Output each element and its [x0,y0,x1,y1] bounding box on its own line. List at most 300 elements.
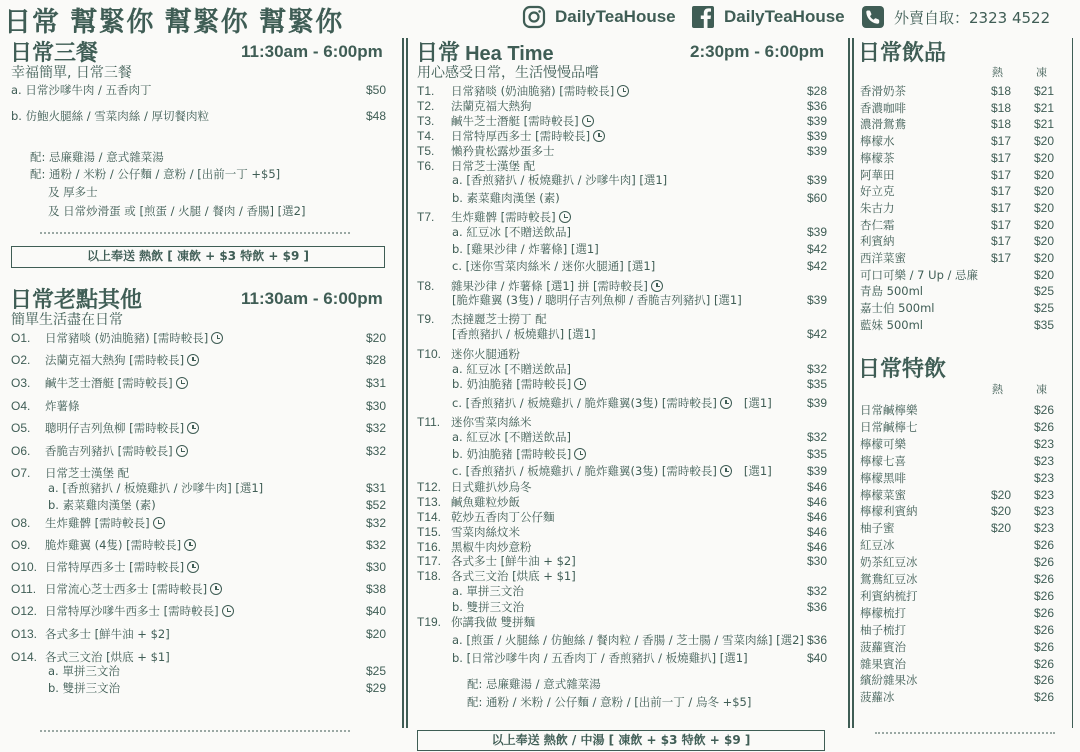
item-code: O3. [11,376,31,390]
item-price: $30 [806,554,827,568]
drink-cold-price: $23 [1034,521,1055,536]
facebook-link[interactable] [690,4,845,30]
item-code: T3. [417,114,435,128]
instagram-handle: DailyTeaHouse [555,7,676,26]
menu-item [452,650,748,666]
drink-cold-price: $20 [1034,200,1055,215]
item-price: $36 [806,633,827,647]
menu-item [417,113,594,129]
drink-name: 檸檬黑啡 [860,470,906,485]
clock-icon [153,517,165,529]
item-price: $42 [806,242,827,256]
menu-item [452,258,655,274]
column-divider [848,38,850,728]
drink-name: 檸檬可樂 [860,436,906,451]
hea-drink-box: 以上奉送 熱飲 / 中湯 [ 凍飲 + $3 特飲 + $9 ] [417,730,825,751]
item-code: T5. [417,144,435,158]
item-price: $30 [365,560,386,574]
item-price: $35 [806,447,827,461]
item-price: $40 [365,604,386,618]
drink-cold-price: $26 [1034,656,1055,671]
item-label: a. [香煎豬扒 / 板燒雞扒 / 沙嗲牛肉] [選1] [452,173,668,187]
drink-hot-price: $18 [991,100,1012,115]
menu-item [452,463,772,479]
drink-name: 菠蘿賓治 [860,639,906,654]
item-code: O10. [11,560,38,574]
menu-item [48,497,156,513]
meal-price-a: $50 [365,83,386,97]
item-label: c. [香煎豬扒 / 板燒雞扒 / 脆炸雞翼(3隻) [需時較長] [452,464,717,478]
drink-cold-price: $20 [1034,167,1055,182]
item-code: T2. [417,99,435,113]
item-label: a. 單拼三文治 [48,664,120,678]
item-code: O6. [11,444,31,458]
menu-item [452,292,742,308]
drink-name: 西洋菜蜜 [860,251,906,265]
item-label: a. [香煎豬扒 / 板燒雞扒 / 沙嗲牛肉] [選1] [48,481,264,495]
item-code: O14. [11,650,38,664]
meal-item-b: b. 仿鮑火腿絲 / 雪菜肉絲 / 厚切餐肉粒 [11,109,209,123]
item-label: 各式多士 [鮮牛油 + $2] [451,554,576,568]
item-price: $20 [365,331,386,345]
item-code: T19. [417,615,442,629]
item-price: $32 [806,362,827,376]
phone-info [860,4,1050,30]
item-label: 黑椒牛肉炒意粉 [451,540,532,554]
column-divider [406,38,408,728]
drink-cold-price: $20 [1034,134,1055,149]
item-code: O8. [11,516,31,530]
drink-name: 日常鹹檸七 [860,419,918,434]
drink-cold-price: $35 [1034,317,1055,332]
drink-cold-price: $23 [1034,436,1055,451]
item-label: 日常特厚西多士 [需時較長] [451,129,591,143]
clock-icon [184,539,196,551]
item-label: a. 單拼三文治 [452,584,524,598]
item-code: O5. [11,421,31,435]
item-code: O9. [11,538,31,552]
menu-item [417,346,520,362]
item-price: $39 [806,464,827,478]
menu-item [417,614,535,630]
dotted-divider [40,730,350,732]
drinks-hot-header: 熱 [992,66,1003,79]
clock-icon [651,280,663,292]
dotted-divider [40,232,350,234]
item-price: $32 [365,538,386,552]
item-price: $39 [806,129,827,143]
phone-text: 外賣自取：2323 4522 [894,8,1051,27]
menu-item [452,172,667,188]
item-label: a. 紅豆冰 [不贈送飲品] [452,225,571,239]
item-code: O13. [11,627,38,641]
item-price: $42 [806,327,827,341]
menu-item [417,98,532,114]
item-label: 日常特厚西多士 [需時較長] [45,560,185,574]
item-label: 乾炒五香肉丁公仔麵 [451,510,555,524]
specials-title: 日常特飲 [858,357,947,382]
item-choice-note: [選1] [743,396,772,410]
menu-item [48,480,263,496]
drink-name: 檸檬利賓納 [860,504,918,519]
item-code: T16. [417,540,442,554]
item-label: 杰撻麗芝士撈丁 配 [451,312,547,326]
menu-item [452,429,571,445]
drink-name: 檸檬水 [860,134,895,149]
menu-item [48,680,120,696]
item-code: O4. [11,399,31,413]
item-label: 日常流心芝士西多士 [需時較長] [45,582,208,596]
item-price: $32 [365,421,386,435]
item-label: 懶矜貴松露炒蛋多士 [451,144,555,158]
drink-hot-price: $20 [991,504,1012,519]
item-price: $46 [806,480,827,494]
item-code: T4. [417,129,435,143]
facebook-handle: DailyTeaHouse [724,7,845,26]
item-price: $60 [806,191,827,205]
drink-name: 濃滑鴛鴦 [860,117,906,132]
menu-item [417,143,555,159]
meals-drink-box: 以上奉送 熱飲 [ 凍飲 + $3 特飲 + $9 ] [11,246,385,268]
drink-hot-price: $17 [991,167,1012,182]
meal-item-a: a. 日常沙嗲牛肉 / 五香肉丁 [11,83,152,97]
item-code: O1. [11,331,31,345]
item-label: b. 雙拼三文治 [452,600,525,614]
item-price: $39 [806,114,827,128]
drink-name: 檸檬七喜 [860,453,906,468]
item-code: O7. [11,466,31,480]
drink-name: 杏仁霜 [860,217,895,232]
item-code: O2. [11,353,31,367]
item-label: b. 奶油脆豬 [需時較長] [452,447,572,461]
item-code: O11. [11,582,37,596]
drink-name: 香濃咖啡 [860,100,906,115]
menu-item [452,446,586,462]
item-label: b. [雞果沙律 / 炸薯條] [選1] [452,242,599,256]
drink-cold-price: $26 [1034,673,1055,688]
drink-cold-price: $20 [1034,150,1055,165]
drink-name: 好立克 [860,184,895,199]
drink-name: 檸檬茶 [860,150,895,165]
item-label: 日常豬啖 (奶油脆豬) [需時較長] [451,84,615,98]
drink-cold-price: $26 [1034,572,1055,586]
item-label: 生炸雞髀 [需時較長] [45,516,150,530]
item-label: 日常芝士漢堡 配 [45,466,130,480]
clock-icon [187,354,199,366]
drink-hot-price: $17 [991,200,1012,215]
item-label: 生炸雞髀 [需時較長] [451,210,556,224]
clock-icon [211,332,223,344]
drink-cold-price: $20 [1034,267,1055,282]
item-label: 聰明仔吉列魚柳 [需時較長] [45,421,185,435]
drink-cold-price: $26 [1034,622,1055,637]
item-price: $46 [806,495,827,509]
menu-item [417,479,532,495]
menu-item [417,311,547,327]
clock-icon [222,605,234,617]
clock-icon [176,377,188,389]
drink-name: 利賓納 [860,234,895,249]
item-label: 法蘭克福大熱狗 [451,99,532,113]
hea-time: 2:30pm - 6:00pm [690,42,825,61]
item-label: b. 素菜雞肉漢堡 (素) [48,498,156,512]
drink-cold-price: $25 [1034,284,1055,299]
item-price: $36 [806,99,827,113]
drink-name: 朱古力 [860,200,895,215]
item-price: $40 [806,651,827,665]
dotted-divider [875,732,1055,734]
item-label: 日常芝士漢堡 配 [451,159,536,173]
drink-cold-price: $26 [1034,403,1055,417]
drink-hot-price: $18 [991,84,1012,98]
drink-hot-price: $20 [991,521,1012,536]
menu-item [452,395,772,411]
item-code: T7. [417,210,435,224]
item-choice-note: [選1] [743,464,772,478]
item-code: T18. [417,569,442,583]
clock-icon [720,397,732,409]
item-price: $32 [806,584,827,598]
item-price: $29 [365,681,386,695]
hea-note: 配: 忌廉雞湯 / 意式雜菜湯 [467,677,601,691]
drink-name: 檸檬梳打 [860,605,906,620]
menu-item [452,326,596,342]
drink-name: 檸檬菜蜜 [860,487,906,502]
item-code: T8. [417,279,435,293]
item-label: b. [日常沙嗲牛肉 / 五香肉丁 / 香煎豬扒 / 板燒雞扒] [選1] [452,651,748,665]
drink-hot-price: $20 [991,487,1012,502]
item-code: T17. [417,554,442,568]
hea-subtitle: 用心感受日常，生活慢慢品嚐 [417,65,599,81]
column-divider [1072,38,1073,728]
item-price: $36 [806,600,827,614]
drink-name: 青島 500ml [860,284,924,299]
item-code: T6. [417,159,435,173]
drink-name: 雜果賓治 [860,656,906,671]
item-price: $42 [806,259,827,273]
drink-name: 阿華田 [860,167,895,182]
item-label: 法蘭克福大熱狗 [需時較長] [45,353,185,367]
item-price: $39 [806,396,827,410]
menu-item [11,603,234,619]
item-price: $28 [365,353,386,367]
item-price: $39 [806,293,827,307]
item-label: 各式三文治 [烘底 + $1] [45,650,170,664]
item-code: T15. [417,525,442,539]
item-label: 你講我做 雙拼麵 [451,615,536,629]
item-price: $32 [365,516,386,530]
item-label: a. 紅豆冰 [不贈送飲品] [452,362,571,376]
drink-name: 柚子蜜 [860,521,895,536]
item-code: T11. [417,415,441,429]
drink-cold-price: $26 [1034,605,1055,620]
clock-icon [593,130,605,142]
brand-title: 日常 幫緊你 幫緊你 幫緊你 [4,7,344,38]
drink-cold-price: $20 [1034,217,1055,232]
item-code: T12. [417,480,442,494]
item-price: $39 [806,144,827,158]
drink-cold-price: $21 [1034,117,1055,132]
item-label: [香煎豬扒 / 板燒雞扒] [選1] [452,327,596,341]
item-label: 香脆吉列豬扒 [需時較長] [45,444,173,458]
item-code: T10. [417,347,442,361]
drink-name: 柚子梳打 [860,622,906,637]
menu-item [417,209,571,225]
item-label: 日式雞扒炒烏冬 [451,480,532,494]
drink-name: 日常鹹檸樂 [860,403,918,417]
drink-hot-price: $17 [991,150,1012,165]
menu-item [452,583,524,599]
item-label: [脆炸雞翼 (3隻) / 聰明仔吉列魚柳 / 香脆吉列豬扒] [選1] [452,293,742,307]
menu-item [417,568,576,584]
menu-item [11,515,165,531]
menu-item [452,241,599,257]
clock-icon [574,378,586,390]
menu-item [11,443,188,459]
item-label: 炸薯條 [45,399,80,413]
menu-item [11,398,80,414]
drink-cold-price: $26 [1034,419,1055,434]
menu-item [452,632,804,648]
instagram-link[interactable] [521,4,676,30]
item-label: a. 紅豆冰 [不贈送飲品] [452,430,571,444]
classics-subtitle: 簡單生活盡在日常 [11,312,123,328]
drinks-title: 日常飲品 [858,41,947,66]
clock-icon [574,448,586,460]
item-label: 迷你火腿通粉 [451,347,520,361]
item-label: 鹹牛芝士潛艇 [需時較長] [45,376,173,390]
item-label: 各式三文治 [烘底 + $1] [451,569,576,583]
drink-cold-price: $23 [1034,470,1055,485]
classics-title: 日常老點其他 [10,288,143,313]
menu-item [452,190,560,206]
drinks-cold-header: 凍 [1036,66,1047,79]
hea-note: 配: 通粉 / 米粉 / 公仔麵 / 意粉 / [出前一丁 / 烏冬 +$5] [467,695,752,709]
menu-item [417,494,520,510]
drink-hot-price: $17 [991,251,1012,265]
item-label: 鹹魚雞粒炒飯 [451,495,520,509]
drink-name: 紅豆冰 [860,538,895,553]
specials-cold-header: 凍 [1036,383,1047,396]
clock-icon [187,561,199,573]
meal-price-b: $48 [365,109,386,123]
clock-icon [617,85,629,97]
classics-time: 11:30am - 6:00pm [241,289,383,308]
meals-subtitle: 幸福簡單, 日常三餐 [11,65,132,81]
item-label: 各式多士 [鮮牛油 + $2] [45,627,170,641]
drink-cold-price: $26 [1034,639,1055,654]
menu-item [452,224,571,240]
item-label: 脆炸雞翼 (4隻) [需時較長] [45,538,182,552]
item-code: O12. [11,604,38,618]
menu-item [11,465,129,481]
menu-item [11,420,199,436]
menu-item [11,626,170,642]
item-price: $39 [806,225,827,239]
menu-item [48,663,120,679]
menu-item [11,559,199,575]
clock-icon [210,583,222,595]
drink-name: 奶茶紅豆冰 [860,555,918,570]
instagram-icon [521,4,547,30]
clock-icon [559,211,571,223]
column-divider [852,38,854,728]
menu-item [452,361,571,377]
header-bar [0,0,1080,38]
item-price: $46 [806,525,827,539]
specials-hot-header: 熱 [992,383,1003,396]
item-price: $28 [806,84,827,98]
drink-cold-price: $26 [1034,588,1055,603]
item-price: $52 [365,498,386,512]
menu-item [417,83,629,99]
menu-item [417,553,576,569]
drink-cold-price: $23 [1034,453,1055,468]
item-code: T1. [417,84,435,98]
menu-item [452,376,586,392]
item-label: c. [迷你雪菜肉絲米 / 迷你火腿通] [選1] [452,259,656,273]
drink-cold-price: $26 [1034,555,1055,570]
item-label: 日常豬啖 (奶油脆豬) [需時較長] [45,331,209,345]
item-price: $31 [365,481,386,495]
item-label: 日常特厚沙嗲牛西多士 [需時較長] [45,604,219,618]
meal-note: 配: 忌廉雞湯 / 意式雜菜湯 [30,150,164,164]
menu-item [11,581,222,597]
drink-hot-price: $18 [991,117,1012,132]
meal-note: 配: 通粉 / 米粉 / 公仔麵 / 意粉 / [出前一丁 +$5] [30,167,281,181]
drink-cold-price: $26 [1034,690,1055,705]
menu-item [452,599,524,615]
drink-cold-price: $26 [1034,538,1055,553]
drink-name: 菠蘿冰 [860,690,895,705]
drink-name: 繽紛雜果冰 [860,673,918,688]
drink-cold-price: $23 [1034,504,1055,519]
phone-icon [860,4,886,30]
item-price: $25 [365,664,386,678]
item-price: $46 [806,510,827,524]
drink-name: 嘉士伯 500ml [860,301,935,316]
drink-name: 藍妹 500ml [860,317,924,332]
item-price: $46 [806,540,827,554]
item-code: T9. [417,312,435,326]
item-label: b. 奶油脆豬 [需時較長] [452,377,572,391]
menu-item [11,537,196,553]
drink-name: 可口可樂 / 7 Up / 忌廉 [860,267,979,282]
clock-icon [187,422,199,434]
meals-time: 11:30am - 6:00pm [241,42,383,61]
item-price: $35 [806,377,827,391]
menu-item [417,524,520,540]
meal-note: 及 日常炒滑蛋 或 [煎蛋 / 火腿 / 餐肉 / 香腸] [選2] [48,204,306,218]
item-label: a. [煎蛋 / 火腿絲 / 仿鮑絲 / 餐肉粒 / 香腸 / 芝士腸 / 雪菜肉絲] [選2] [452,633,804,647]
drink-name: 香滑奶茶 [860,84,906,98]
menu-item [417,128,605,144]
item-label: c. [香煎豬扒 / 板燒雞扒 / 脆炸雞翼(3隻) [需時較長] [452,396,717,410]
drink-cold-price: $25 [1034,301,1055,316]
item-label: 雜果沙律 / 炸薯條 [選1] 拼 [需時較長] [451,279,648,293]
column-divider [402,38,404,728]
menu-item [11,375,188,391]
drink-cold-price: $21 [1034,100,1055,115]
drink-hot-price: $17 [991,184,1012,199]
item-label: b. 雙拼三文治 [48,681,121,695]
item-price: $20 [365,627,386,641]
drink-cold-price: $21 [1034,84,1055,98]
drink-cold-price: $23 [1034,487,1055,502]
item-price: $32 [806,430,827,444]
drink-hot-price: $17 [991,134,1012,149]
item-label: b. 素菜雞肉漢堡 (素) [452,191,560,205]
